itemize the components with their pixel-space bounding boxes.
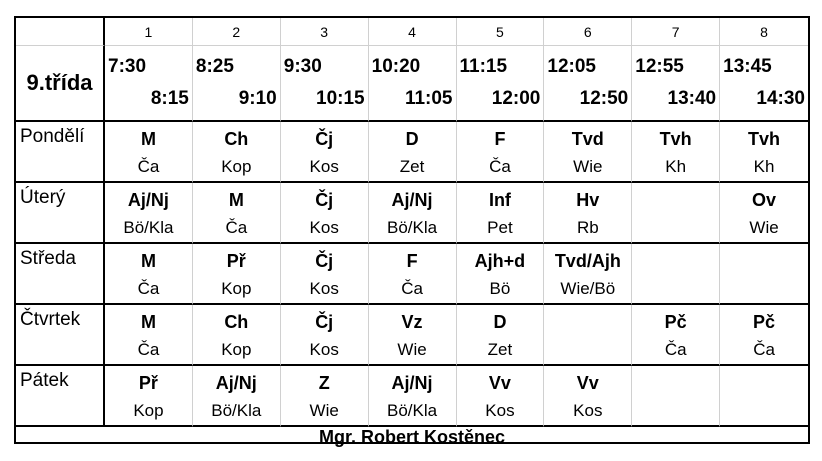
class-name: 9.třída xyxy=(16,46,105,122)
lesson-cell xyxy=(105,183,193,244)
lesson-subject: M xyxy=(140,312,156,332)
period-end-time: 9:10 xyxy=(238,88,277,109)
period-time xyxy=(544,46,632,122)
lesson-cell xyxy=(281,305,369,366)
lesson-subject: Pč xyxy=(753,312,776,332)
lesson-teacher: Kos xyxy=(573,401,603,420)
lesson-cell xyxy=(632,244,720,305)
lesson-teacher: Wie xyxy=(573,157,603,176)
period-number: 6 xyxy=(544,18,632,46)
period-start-time: 13:45 xyxy=(723,56,772,77)
lesson-cell xyxy=(369,366,457,427)
lesson-teacher: Ča xyxy=(137,157,160,176)
day-name: Středa xyxy=(16,244,105,305)
lesson-teacher: Bö xyxy=(489,279,511,298)
lesson-cell xyxy=(193,122,281,183)
lesson-subject: Aj/Nj xyxy=(215,373,257,393)
lesson-teacher: Bö/Kla xyxy=(387,218,438,237)
period-time xyxy=(457,46,545,122)
lesson-cell xyxy=(105,244,193,305)
lesson-subject: Vz xyxy=(401,312,423,332)
lesson-subject: Př xyxy=(226,251,246,271)
lesson-cell xyxy=(720,305,808,366)
lesson-subject: Vv xyxy=(488,373,511,393)
lesson-cell xyxy=(281,122,369,183)
lesson-cell xyxy=(544,305,632,366)
lesson-cell xyxy=(632,122,720,183)
lesson-subject: Z xyxy=(318,373,330,393)
lesson-cell xyxy=(457,366,545,427)
lesson-cell xyxy=(457,244,545,305)
period-number: 7 xyxy=(632,18,720,46)
lesson-subject: Tvh xyxy=(748,129,781,149)
lesson-cell xyxy=(281,183,369,244)
lesson-subject: Inf xyxy=(488,190,511,210)
lesson-cell xyxy=(544,183,632,244)
lesson-teacher: Ča xyxy=(225,218,248,237)
lesson-teacher: Kop xyxy=(221,157,252,176)
lesson-subject: Čj xyxy=(315,251,334,271)
corner-blank xyxy=(16,18,105,46)
period-number: 8 xyxy=(720,18,808,46)
lesson-subject: D xyxy=(405,129,419,149)
lesson-subject: Ch xyxy=(224,312,249,332)
lesson-subject: F xyxy=(494,129,506,149)
lesson-teacher: Kh xyxy=(753,157,775,176)
lesson-teacher: Ča xyxy=(664,340,687,359)
lesson-teacher: Kos xyxy=(309,157,339,176)
lesson-subject: Aj/Nj xyxy=(391,373,433,393)
period-number: 1 xyxy=(105,18,193,46)
lesson-subject: Tvd/Ajh xyxy=(554,251,621,271)
lesson-teacher: Kos xyxy=(485,401,515,420)
lesson-cell xyxy=(369,305,457,366)
lesson-subject: F xyxy=(406,251,418,271)
period-start-time: 12:55 xyxy=(635,56,684,77)
lesson-teacher: Wie xyxy=(309,401,339,420)
lesson-cell xyxy=(720,244,808,305)
lesson-cell xyxy=(544,122,632,183)
period-time xyxy=(193,46,281,122)
lesson-subject: Př xyxy=(138,373,158,393)
day-name: Pondělí xyxy=(16,122,105,183)
lesson-cell xyxy=(193,183,281,244)
lesson-subject: M xyxy=(228,190,244,210)
period-time xyxy=(281,46,369,122)
period-time xyxy=(369,46,457,122)
lesson-cell xyxy=(632,305,720,366)
lesson-cell xyxy=(369,244,457,305)
lesson-teacher: Pet xyxy=(487,218,513,237)
period-number: 4 xyxy=(369,18,457,46)
lesson-teacher: Ča xyxy=(137,279,160,298)
lesson-teacher: Bö/Kla xyxy=(123,218,174,237)
period-end-time: 13:40 xyxy=(667,88,717,109)
period-start-time: 9:30 xyxy=(283,56,322,77)
lesson-cell xyxy=(105,305,193,366)
lesson-cell xyxy=(632,366,720,427)
lesson-teacher: Kos xyxy=(309,279,339,298)
lesson-cell xyxy=(193,244,281,305)
day-name: Čtvrtek xyxy=(16,305,105,366)
lesson-teacher: Wie xyxy=(397,340,427,359)
period-end-time: 12:00 xyxy=(491,88,541,109)
lesson-subject: Čj xyxy=(315,190,334,210)
period-number: 3 xyxy=(281,18,369,46)
period-end-time: 11:05 xyxy=(404,88,453,109)
lesson-teacher: Kos xyxy=(309,340,339,359)
lesson-cell xyxy=(369,183,457,244)
lesson-cell xyxy=(193,366,281,427)
teacher-footer: Mgr. Robert Kostěnec xyxy=(318,427,506,447)
lesson-subject: Aj/Nj xyxy=(391,190,433,210)
period-time xyxy=(105,46,193,122)
lesson-subject: Pč xyxy=(664,312,687,332)
period-end-time: 10:15 xyxy=(316,88,365,109)
lesson-cell xyxy=(720,122,808,183)
lesson-subject: Vv xyxy=(576,373,599,393)
lesson-teacher: Ča xyxy=(753,340,775,359)
lesson-teacher: Zet xyxy=(487,340,513,359)
timetable xyxy=(14,16,810,447)
lesson-subject: Tvd xyxy=(571,129,604,149)
lesson-teacher: Kos xyxy=(309,218,339,237)
period-end-time: 12:50 xyxy=(579,88,629,109)
lesson-teacher: Kh xyxy=(665,157,687,176)
lesson-subject: Ch xyxy=(224,129,249,149)
period-number: 2 xyxy=(193,18,281,46)
lesson-teacher: Bö/Kla xyxy=(211,401,262,420)
period-start-time: 7:30 xyxy=(108,56,147,77)
lesson-subject: Čj xyxy=(315,312,334,332)
day-name: Pátek xyxy=(16,366,105,427)
lesson-cell xyxy=(720,366,808,427)
lesson-cell xyxy=(105,122,193,183)
lesson-cell xyxy=(632,183,720,244)
lesson-teacher: Bö/Kla xyxy=(387,401,438,420)
lesson-cell xyxy=(281,366,369,427)
lesson-cell xyxy=(720,183,808,244)
period-end-time: 8:15 xyxy=(150,88,189,109)
lesson-subject: M xyxy=(140,129,156,149)
lesson-teacher: Zet xyxy=(399,157,425,176)
lesson-teacher: Kop xyxy=(221,279,252,298)
lesson-teacher: Kop xyxy=(221,340,252,359)
lesson-subject: Ajh+d xyxy=(474,251,526,271)
period-start-time: 12:05 xyxy=(547,56,596,77)
lesson-teacher: Ča xyxy=(401,279,423,298)
lesson-subject: Ov xyxy=(752,190,777,210)
lesson-cell xyxy=(105,366,193,427)
lesson-teacher: Wie xyxy=(749,218,779,237)
lesson-subject: Hv xyxy=(576,190,600,210)
lesson-subject: D xyxy=(493,312,507,332)
day-name: Úterý xyxy=(16,183,105,244)
lesson-subject: Aj/Nj xyxy=(127,190,169,210)
lesson-teacher: Kop xyxy=(133,401,164,420)
period-start-time: 11:15 xyxy=(459,56,508,77)
period-end-time: 14:30 xyxy=(756,88,805,109)
lesson-cell xyxy=(457,183,545,244)
lesson-cell xyxy=(281,244,369,305)
period-number: 5 xyxy=(457,18,545,46)
period-time xyxy=(632,46,720,122)
lesson-subject: Čj xyxy=(315,129,334,149)
lesson-cell xyxy=(457,122,545,183)
lesson-subject: Tvh xyxy=(659,129,692,149)
lesson-cell xyxy=(457,305,545,366)
lesson-cell xyxy=(544,244,632,305)
lesson-teacher: Wie/Bö xyxy=(560,279,616,298)
lesson-teacher: Ča xyxy=(137,340,160,359)
lesson-teacher: Ča xyxy=(489,157,511,176)
lesson-cell xyxy=(369,122,457,183)
lesson-subject: M xyxy=(140,251,156,271)
period-start-time: 10:20 xyxy=(371,56,421,77)
period-time xyxy=(720,46,808,122)
period-start-time: 8:25 xyxy=(195,56,234,77)
lesson-cell xyxy=(544,366,632,427)
lesson-cell xyxy=(193,305,281,366)
lesson-teacher: Rb xyxy=(576,218,599,237)
